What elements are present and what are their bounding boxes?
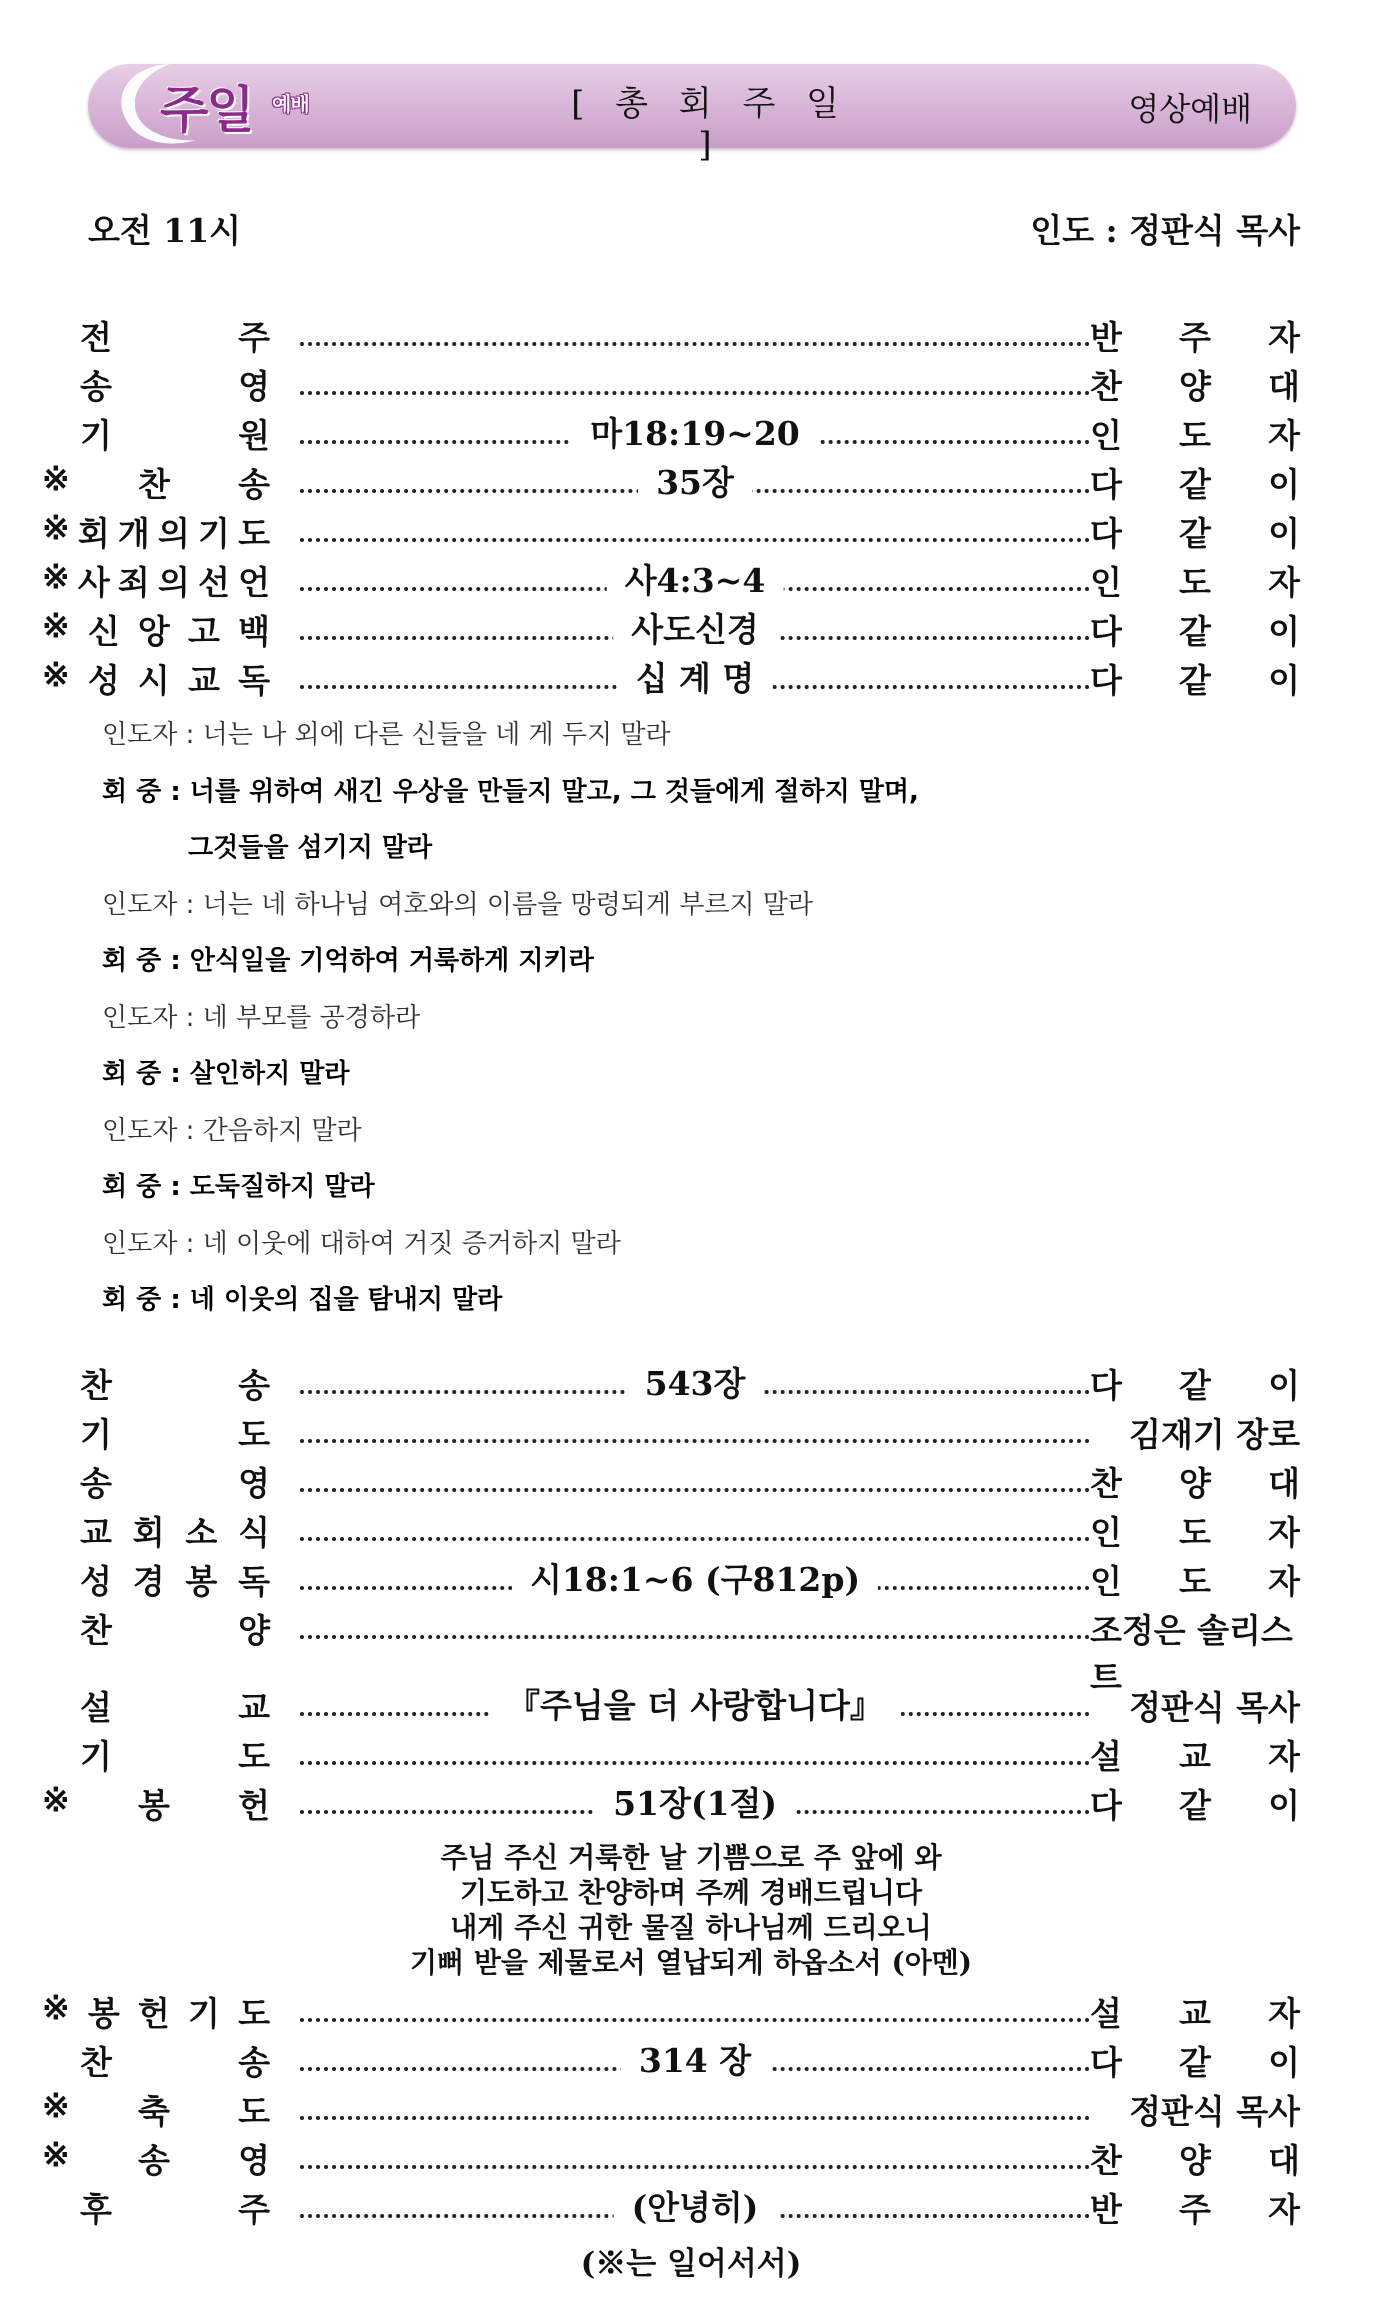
dot-leader [300, 557, 1090, 603]
order-row [0, 2086, 1382, 2132]
order-row [0, 361, 1382, 407]
order-row [0, 2135, 1382, 2181]
order-item-person: 김재기 장로 [1129, 1415, 1300, 1454]
order-item-label: 송 영 [80, 1464, 270, 1503]
dot-leader [300, 312, 1090, 358]
order-item-label: 성 경 봉 독 [80, 1562, 270, 1601]
order-item-label: 전 주 [80, 318, 270, 357]
order-item-label: ※ 봉 헌 [42, 1780, 270, 1825]
order-row [0, 1780, 1382, 1826]
order-item-label: ※ 송 영 [42, 2135, 270, 2180]
dot-leader [300, 1409, 1090, 1455]
order-item-label: 송 영 [80, 367, 270, 406]
order-item-person: 설 교 자 [1090, 1994, 1300, 2033]
order-item-label: 후 주 [80, 2190, 270, 2229]
order-item-person: 인 도 자 [1090, 563, 1300, 602]
order-row [0, 1409, 1382, 1455]
order-item-person: 다 같 이 [1090, 514, 1300, 553]
dot-leader [300, 1360, 1090, 1406]
order-item-label: ※ 회 개 의 기 도 [42, 508, 270, 553]
order-item-person: 설 교 자 [1090, 1737, 1300, 1776]
dot-leader [300, 410, 1090, 456]
lyric-line: 기뻐 받을 제물로서 열납되게 하옵소서 (아멘) [409, 1946, 973, 1979]
dot-leader [300, 655, 1090, 701]
dot-leader [300, 2184, 1090, 2230]
congregation-line: 회 중 : 네 이웃의 집을 탐내지 말라 [102, 1285, 503, 1315]
order-item-detail: 십 계 명 [618, 653, 773, 700]
order-item-label: ※ 찬 송 [42, 459, 270, 504]
service-type: 영상예배 [1128, 90, 1252, 128]
order-row [0, 606, 1382, 652]
order-item-label: 찬 송 [80, 2043, 270, 2082]
order-item-label: 기 원 [80, 416, 270, 455]
dot-leader [300, 361, 1090, 407]
order-row [0, 557, 1382, 603]
order-row [0, 2037, 1382, 2083]
order-item-label: 설 교 [80, 1688, 270, 1727]
logo-sub-text: 예배 [272, 92, 309, 116]
order-item-detail: 사도신경 [613, 604, 777, 651]
order-item-person: 찬 양 대 [1090, 367, 1300, 406]
order-item-detail: 35장 [638, 457, 752, 504]
dot-leader [300, 1458, 1090, 1504]
dot-leader [300, 1988, 1090, 2034]
leader-line: 인도자 : 네 이웃에 대하여 거짓 증거하지 말라 [102, 1228, 621, 1259]
lyric-line: 내게 주신 귀한 물질 하나님께 드리오니 [450, 1911, 932, 1944]
order-row [0, 655, 1382, 701]
dot-leader [300, 1682, 1090, 1728]
order-item-detail: 51장(1절) [595, 1778, 795, 1825]
order-item-person: 정판식 목사 [1129, 2092, 1300, 2131]
order-item-label: ※ 축 도 [42, 2086, 270, 2131]
order-item-detail: 543장 [627, 1358, 764, 1405]
order-item-person: 다 같 이 [1090, 1366, 1300, 1405]
order-item-person: 찬 양 대 [1090, 2141, 1300, 2180]
dot-leader [300, 2086, 1090, 2132]
order-item-person: 인 도 자 [1090, 1513, 1300, 1552]
order-item-person: 다 같 이 [1090, 661, 1300, 700]
dot-leader [300, 508, 1090, 554]
order-row [0, 1988, 1382, 2034]
order-row [0, 1556, 1382, 1602]
order-item-label: 찬 양 [80, 1611, 270, 1650]
leader-line: 인도자 : 간음하지 말라 [102, 1115, 362, 1146]
order-item-person: 정판식 목사 [1129, 1688, 1300, 1727]
order-row [0, 2184, 1382, 2230]
dot-leader [300, 459, 1090, 505]
service-title: [ 총 회 주 일 ] [571, 84, 849, 165]
order-item-person: 찬 양 대 [1090, 1464, 1300, 1503]
footnote: (※는 일어서서) [580, 2246, 802, 2282]
order-item-label: ※ 성 시 교 독 [42, 655, 270, 700]
dot-leader [300, 1780, 1090, 1826]
order-row [0, 1507, 1382, 1553]
congregation-line: 회 중 : 안식일을 기억하여 거룩하게 지키라 [102, 946, 594, 976]
congregation-line: 회 중 : 살인하지 말라 [102, 1059, 350, 1089]
order-item-detail: 『주님을 더 사랑합니다』 [489, 1680, 901, 1727]
service-leader: 인도 : 정판식 목사 [1030, 211, 1300, 250]
order-item-detail: 마18:19~20 [572, 408, 817, 455]
order-row [0, 410, 1382, 456]
order-item-label: ※ 사 죄 의 선 언 [42, 557, 270, 602]
order-row [0, 1458, 1382, 1504]
dot-leader [300, 2037, 1090, 2083]
order-item-label: 기 도 [80, 1415, 270, 1454]
order-item-label: ※ 봉 헌 기 도 [42, 1988, 270, 2033]
order-item-detail: 314 장 [621, 2035, 769, 2082]
order-item-label: 교 회 소 식 [80, 1513, 270, 1552]
order-item-person: 반 주 자 [1090, 318, 1300, 357]
order-item-person: 인 도 자 [1090, 1562, 1300, 1601]
logo-main-text: 주일 [160, 81, 253, 139]
order-row [0, 1360, 1382, 1406]
dot-leader [300, 1731, 1090, 1777]
order-item-detail: 시18:1~6 (구812p) [512, 1554, 878, 1601]
order-row [0, 1682, 1382, 1728]
congregation-line: 그것들을 섬기지 말라 [188, 833, 433, 863]
order-item-label: ※ 신 앙 고 백 [42, 606, 270, 651]
order-item-person: 다 같 이 [1090, 612, 1300, 651]
order-item-person: 인 도 자 [1090, 416, 1300, 455]
order-row [0, 312, 1382, 358]
dot-leader [300, 1556, 1090, 1602]
order-row [0, 1731, 1382, 1777]
lyric-line: 주님 주신 거룩한 날 기쁨으로 주 앞에 와 [440, 1841, 942, 1874]
leader-line: 인도자 : 너는 나 외에 다른 신들을 네 게 두지 말라 [102, 720, 671, 750]
order-item-person: 다 같 이 [1090, 1786, 1300, 1825]
order-item-person: 다 같 이 [1090, 2043, 1300, 2082]
order-item-person: 다 같 이 [1090, 465, 1300, 504]
congregation-line: 회 중 : 너를 위하여 새긴 우상을 만들지 말고, 그 것들에게 절하지 말며, [102, 776, 919, 807]
lyric-line: 기도하고 찬양하며 주께 경배드립니다 [459, 1876, 922, 1909]
leader-line: 인도자 : 네 부모를 공경하라 [102, 1002, 421, 1033]
order-row [0, 459, 1382, 505]
order-row [0, 1605, 1382, 1697]
order-item-label: 찬 송 [80, 1366, 270, 1405]
dot-leader [300, 1507, 1090, 1553]
leader-line: 인도자 : 너는 네 하나님 여호와의 이름을 망령되게 부르지 말라 [102, 889, 814, 920]
dot-leader [300, 2135, 1090, 2181]
order-item-detail: 사4:3~4 [607, 555, 784, 602]
service-time: 오전 11시 [88, 211, 242, 250]
order-row [0, 508, 1382, 554]
congregation-line: 회 중 : 도둑질하지 말라 [102, 1172, 375, 1202]
dot-leader [300, 1605, 1090, 1651]
order-item-label: 기 도 [80, 1737, 270, 1776]
order-item-person: 조정은 솔리스트 [1090, 1611, 1293, 1697]
order-item-person: 반 주 자 [1090, 2190, 1300, 2229]
dot-leader [300, 606, 1090, 652]
order-item-detail: (안녕히) [614, 2182, 777, 2229]
